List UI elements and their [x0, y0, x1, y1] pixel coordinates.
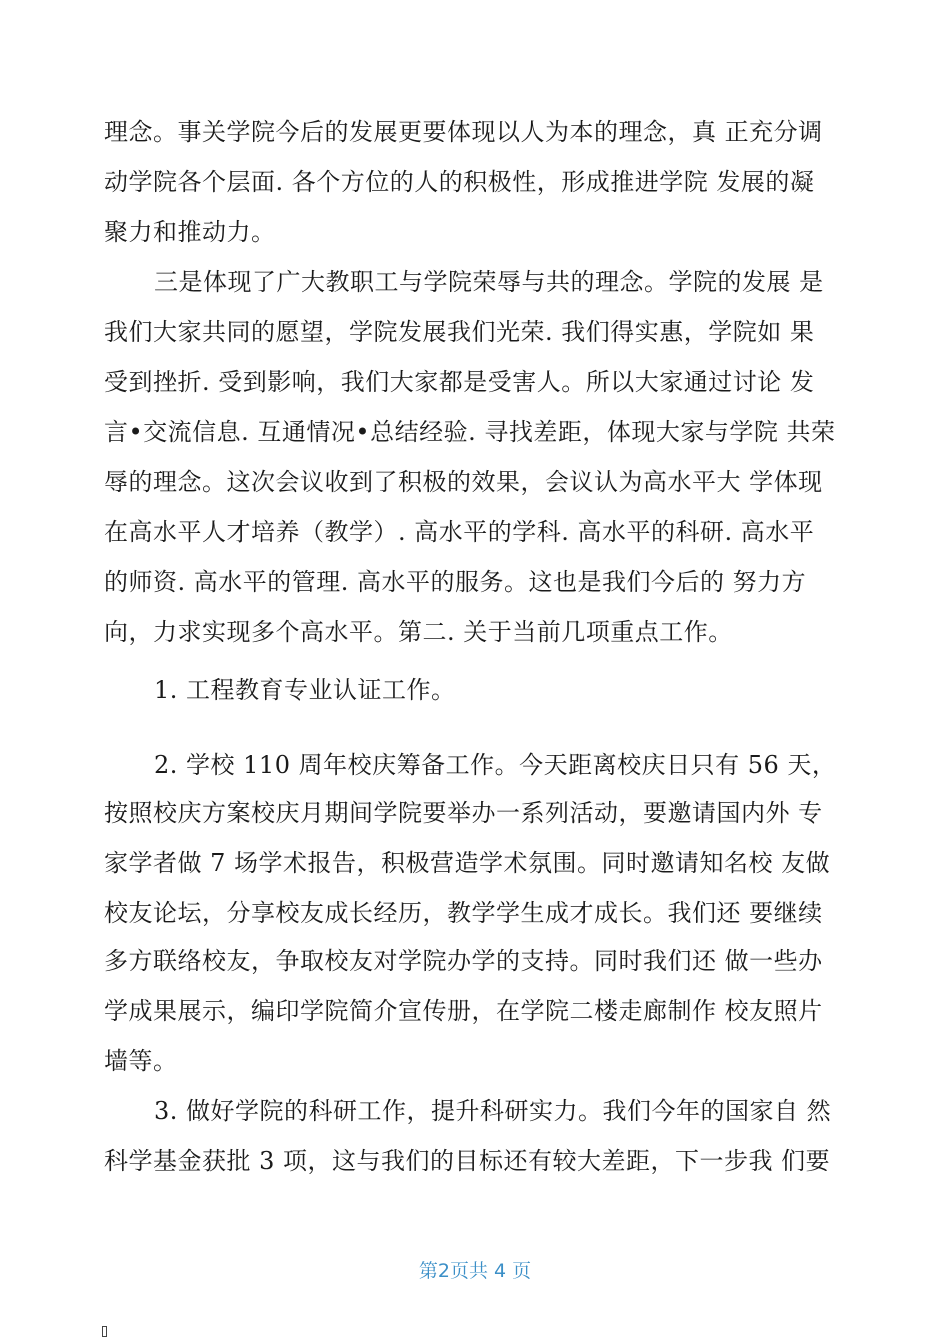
text-line: 的师资. 高水平的管理. 高水平的服务。这也是我们今后的 努力方 [104, 568, 807, 596]
text-line: 家学者做 7 场学术报告，积极营造学术氛围。同时邀请知名校 友做 [104, 849, 831, 877]
text-line: 动学院各个层面. 各个方位的人的积极性，形成推进学院 发展的凝 [104, 168, 815, 196]
list-item-3: 3. 做好学院的科研工作，提升科研实力。我们今年的国家自 然 [154, 1097, 832, 1125]
text-line: 学成果展示，编印学院简介宣传册，在学院二楼走廊制作 校友照片 [104, 997, 823, 1025]
corner-mark-icon [102, 1326, 107, 1337]
text-line: 受到挫折. 受到影响，我们大家都是受害人。所以大家通过讨论 发 [104, 368, 815, 396]
text-line: 按照校庆方案校庆月期间学院要举办一系列活动，要邀请国内外 专 [104, 799, 823, 827]
text-line: 聚力和推动力。 [104, 218, 276, 246]
text-line: 在高水平人才培养（教学）. 高水平的学科. 高水平的科研. 高水平 [104, 518, 815, 546]
text-line: 理念。事关学院今后的发展更要体现以人为本的理念，真 正充分调 [104, 118, 823, 146]
text-line: 科学基金获批 3 项，这与我们的目标还有较大差距，下一步我 们要 [104, 1147, 831, 1175]
list-item-1: 1. 工程教育专业认证工作。 [154, 676, 456, 704]
text-line: 向，力求实现多个高水平。第二. 关于当前几项重点工作。 [104, 618, 733, 646]
text-line: 校友论坛，分享校友成长经历，教学学生成才成长。我们还 要继续 [104, 899, 823, 927]
text-line: 我们大家共同的愿望，学院发展我们光荣. 我们得实惠，学院如 果 [104, 318, 815, 346]
page-number: 第2页共 4 页 [418, 1260, 532, 1282]
text-line: 多方联络校友，争取校友对学院办学的支持。同时我们还 做一些办 [104, 947, 823, 975]
text-line: 墙等。 [104, 1047, 178, 1075]
text-line: 言•交流信息. 互通情况•总结经验. 寻找差距，体现大家与学院 共荣 [104, 418, 836, 446]
paragraph-start-line: 三是体现了广大教职工与学院荣辱与共的理念。学院的发展 是 [154, 268, 824, 296]
text-line: 辱的理念。这次会议收到了积极的效果，会议认为高水平大 学体现 [104, 468, 823, 496]
list-item-2: 2. 学校 110 周年校庆筹备工作。今天距离校庆日只有 56 天， [154, 751, 837, 779]
